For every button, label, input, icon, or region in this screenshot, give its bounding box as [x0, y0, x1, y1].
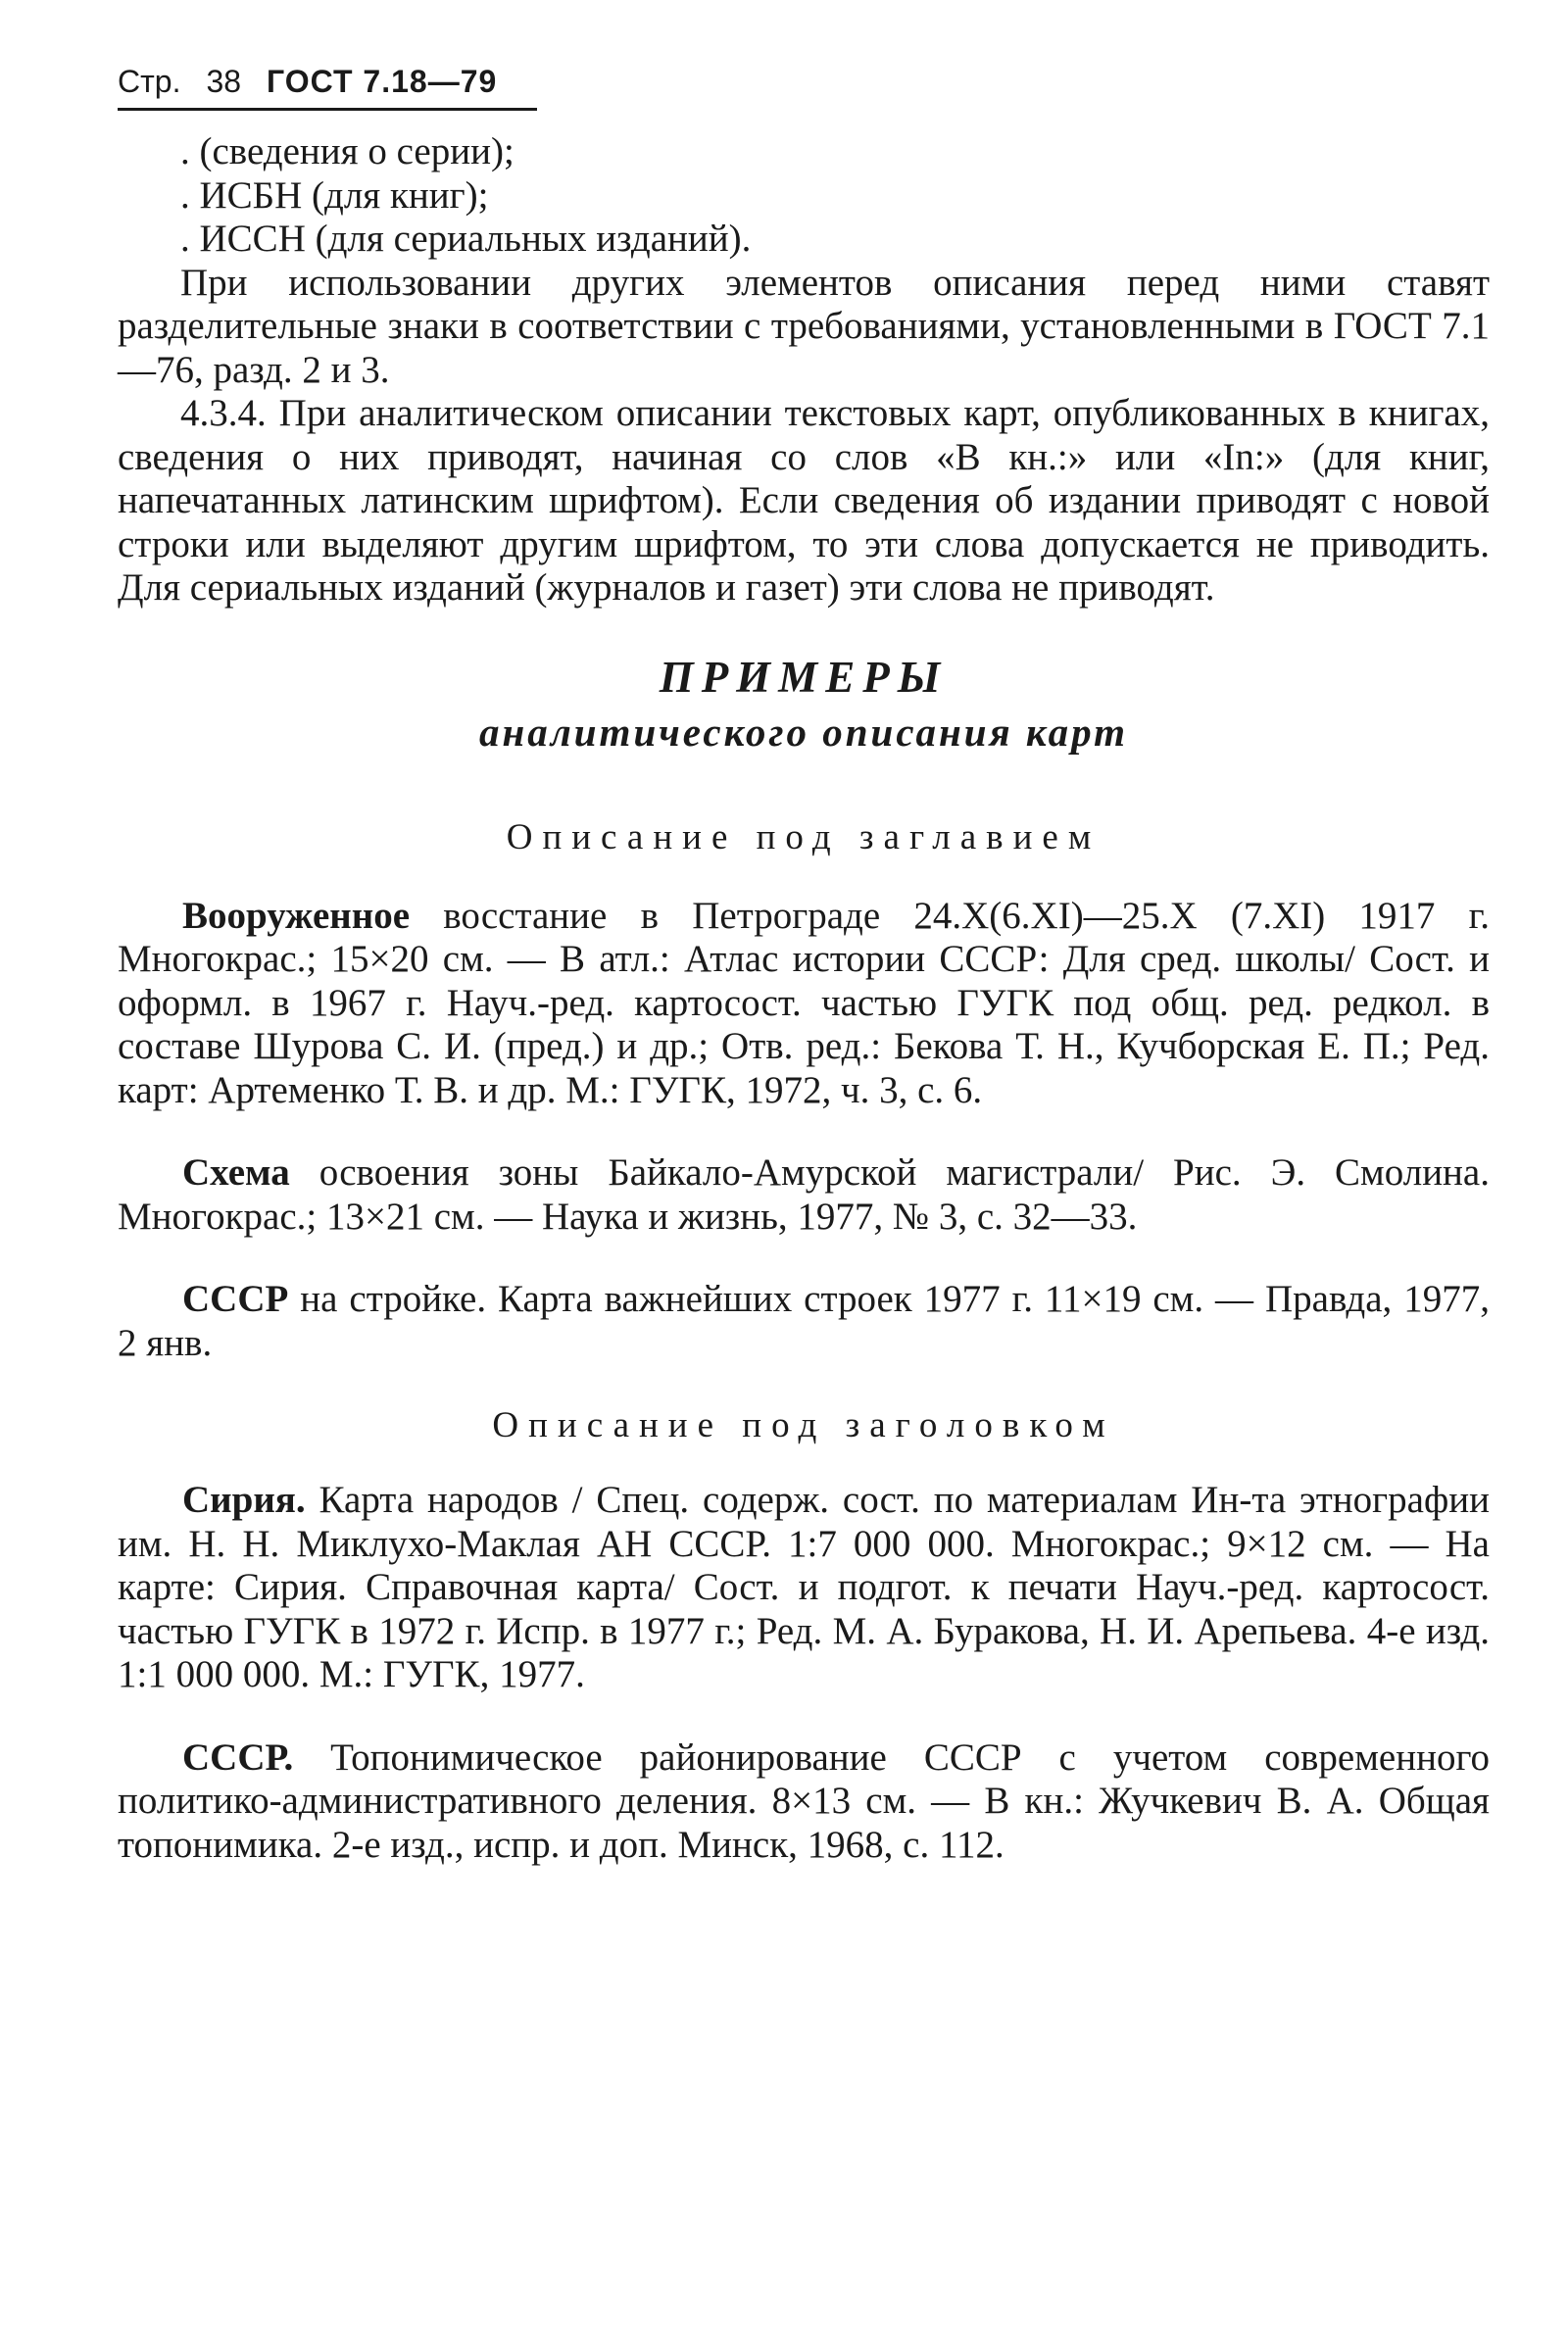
entry-text: на стройке. Карта важнейших строек 1977 г. 11×19 см. — Правда, 1977, 2 янв.	[118, 1278, 1490, 1364]
standard-designation: ГОСТ 7.18—79	[267, 64, 498, 99]
entry-text: Топонимическое районирование СССР с учетом современного политико-административного деления. 8×13 см. — В кн.: Жучкевич В. А. Общая топонимика. 2-е изд., испр. и доп. Минск, 1968, с. 112.	[118, 1736, 1490, 1866]
entry-text: Карта народов / Спец. содерж. сост. по материалам Ин-та этнографии им. Н. Н. Миклухо-Маклая АН СССР. 1:7 000 000. Многокрас.; 9×12 см. — На карте: Сирия. Справочная карта/ Сост. и подгот. к печати Науч.-ред. картосост. частью ГУГК в 1972 г. Испр. в 1977 г.; Ред. М. А. Буракова, Н. И. Арепьева. 4-е изд. 1:1 000 000. М.: ГУГК, 1977.	[118, 1479, 1490, 1695]
entry-text: освоения зоны Байкало-Амурской магистрали/ Рис. Э. Смолина. Многокрас.; 13×21 см. — Наука и жизнь, 1977, № 3, с. 32—33.	[118, 1151, 1490, 1238]
bibliographic-entry	[118, 895, 1490, 1113]
examples-title: ПРИМЕРЫ	[659, 652, 949, 702]
list-line-issn: . ИССН (для сериальных изданий).	[180, 218, 752, 260]
entry-lead-word: СССР.	[182, 1736, 294, 1779]
header-rule	[118, 108, 537, 111]
list-line-isbn: . ИСБН (для книг);	[180, 173, 489, 217]
sub-heading-header: Описание под заголовком	[492, 1405, 1115, 1445]
entry-lead-word: Схема	[182, 1151, 290, 1194]
bibliographic-entry	[118, 1479, 1490, 1697]
bibliographic-entry	[118, 1278, 1490, 1365]
page-header	[118, 57, 1490, 106]
paragraph-separators: При использовании других элементов описания перед ними ставят разделительные знаки в соответствии с требованиями, установленными в ГОСТ 7.1—76, разд. 2 и 3.	[118, 261, 1490, 391]
intro-block	[118, 130, 1490, 611]
list-line-series: . (сведения о серии);	[180, 130, 514, 172]
examples-subtitle: аналитического описания карт	[478, 709, 1129, 755]
page-number: 38	[206, 64, 242, 99]
paragraph-4-3-4: 4.3.4. При аналитическом описании текстовых карт, опубликованных в книгах, сведения о них приводят, начиная со слов «В кн.:» или «In:» (для книг, напечатанных латинским шрифтом). Если сведения об издании приводят с новой строки или выделяют другим шрифтом, то эти слова допускается не приводить. Для сериальных изданий (журналов и газет) эти слова не приводят.	[118, 392, 1490, 609]
bibliographic-entry	[118, 1736, 1490, 1868]
entry-lead-word: Вооруженное	[182, 894, 411, 937]
page-label: Стр.	[118, 64, 181, 99]
document-page	[118, 57, 1490, 1906]
bibliographic-entry	[118, 1151, 1490, 1239]
entry-lead-word: Сирия.	[182, 1479, 306, 1521]
entry-text: восстание в Петрограде 24.X(6.XI)—25.X (7.XI) 1917 г. Многокрас.; 15×20 см. — В атл.: Атлас истории СССР: Для сред. школы/ Сост. и оформл. в 1967 г. Науч.-ред. картосост. частью ГУГК под общ. ред. редкол. в составе Шурова С. И. (пред.) и др.; Отв. ред.: Бекова Т. Н., Кучборская Е. П.; Ред. карт: Артеменко Т. В. и др. М.: ГУГК, 1972, ч. 3, с. 6.	[118, 894, 1490, 1111]
entry-lead-word: СССР	[182, 1278, 289, 1320]
sub-heading-title: Описание под заглавием	[506, 816, 1102, 857]
